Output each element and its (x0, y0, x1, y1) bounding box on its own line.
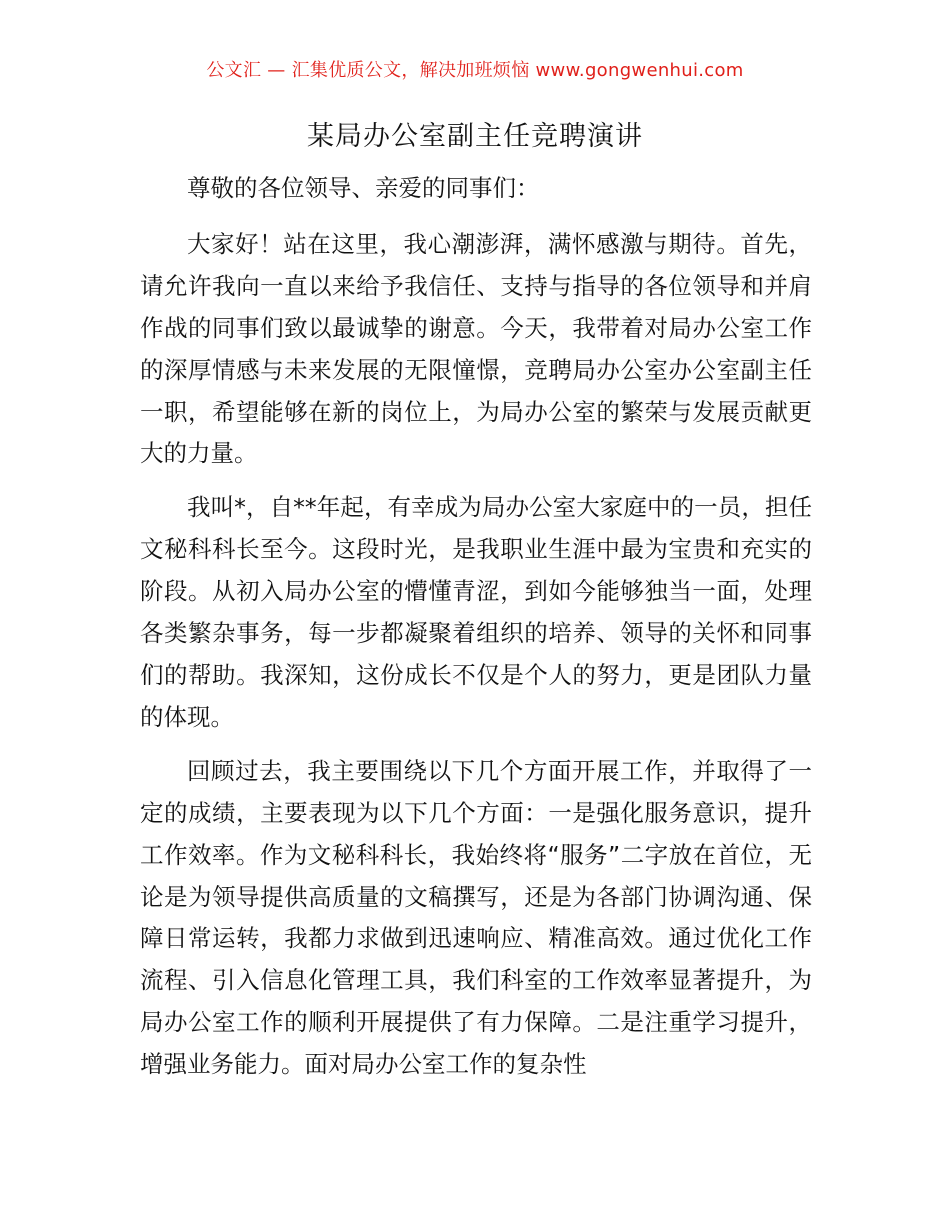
document-title: 某局办公室副主任竞聘演讲 (307, 121, 643, 152)
paragraph-review: 回顾过去，我主要围绕以下几个方面开展工作，并取得了一定的成绩，主要表现为以下几个方面：一是强化服务意识，提升工作效率。作为文秘科科长，我始终将“服务”二字放在首位，无论是为领导提供高质量的文稿撰写，还是为各部门协调沟通、保障日常运转，我都力求做到迅速响应、精准高效。通过优化工作流程、引入信息化管理工具，我们科室的工作效率显著提升，为局办公室工作的顺利开展提供了有力保障。二是注重学习提升，增强业务能力。面对局办公室工作的复杂性 (140, 756, 812, 1079)
document-body (140, 168, 812, 1098)
paragraph-greeting: 大家好！站在这里，我心潮澎湃，满怀感激与期待。首先，请允许我向一直以来给予我信任、支持与指导的各位领导和并肩作战的同事们致以最诚挚的谢意。今天，我带着对局办公室工作的深厚情感与未来发展的无限憧憬，竞聘局办公室办公室副主任一职，希望能够在新的岗位上，为局办公室的繁荣与发展贡献更大的力量。 (140, 229, 812, 468)
salutation: 尊敬的各位领导、亲爱的同事们： (187, 174, 540, 202)
site-banner: 公文汇 — 汇集优质公文，解决加班烦恼 www.gongwenhui.com (206, 60, 744, 81)
paragraph-introduction: 我叫*，自**年起，有幸成为局办公室大家庭中的一员，担任文秘科科长至今。这段时光，是我职业生涯中最为宝贵和充实的阶段。从初入局办公室的懵懂青涩，到如今能够独当一面，处理各类繁杂事务，每一步都凝聚着组织的培养、领导的关怀和同事们的帮助。我深知，这份成长不仅是个人的努力，更是团队力量的体现。 (140, 493, 812, 731)
